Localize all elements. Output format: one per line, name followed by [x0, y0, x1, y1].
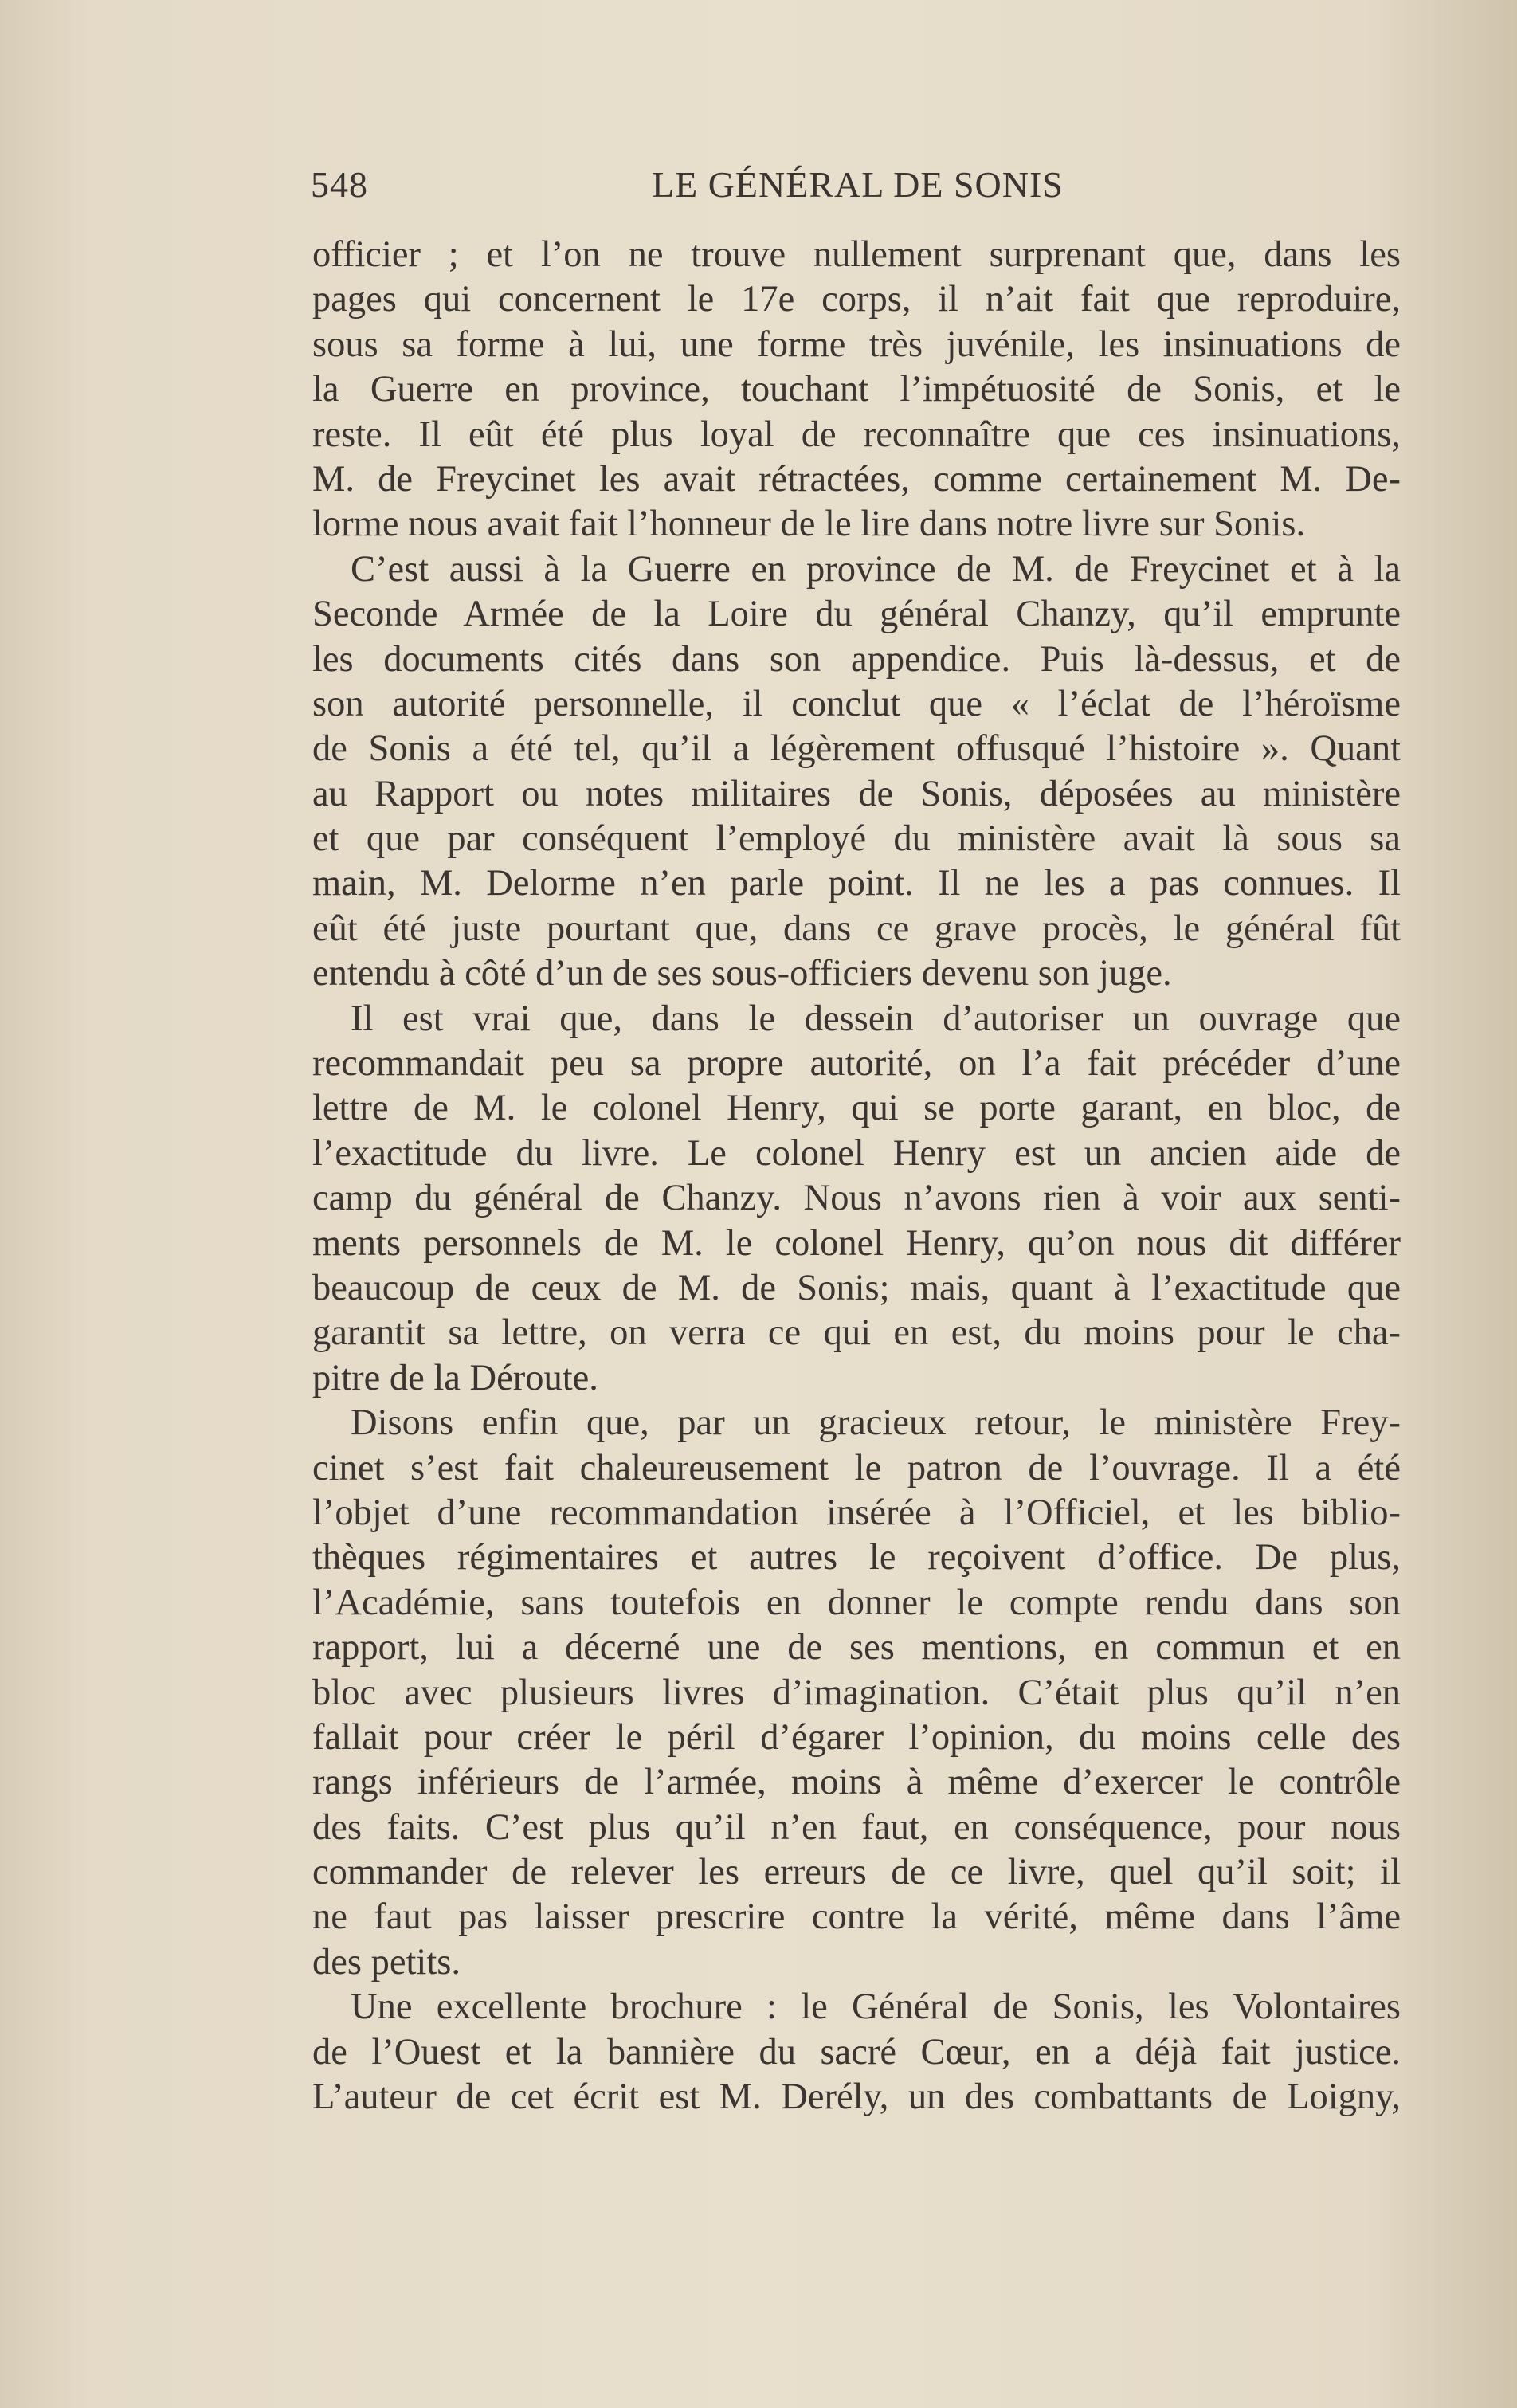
text-line: bloc avec plusieurs livres d’imagination. C’était plus qu’il n’en [312, 1672, 1401, 1713]
text-line: au Rapport ou notes militaires de Sonis, déposées au ministère [312, 773, 1401, 814]
body-text [312, 233, 1401, 2120]
text-line: cinet s’est fait chaleureusement le patron de l’ouvrage. Il a été [312, 1447, 1401, 1488]
text-line: entendu à côté d’un de ses sous-officiers devenu son juge. [312, 953, 1172, 994]
text-line: Disons enfin que, par un gracieux retour, le ministère Frey- [351, 1402, 1401, 1444]
text-line: des petits. [312, 1941, 461, 1982]
text-line: lettre de M. le colonel Henry, qui se porte garant, en bloc, de [312, 1088, 1401, 1129]
text-line: ne faut pas laisser prescrire contre la vérité, même dans l’âme [312, 1896, 1401, 1938]
text-line: M. de Freycinet les avait rétractées, comme certainement M. De- [312, 458, 1401, 500]
text-line: l’objet d’une recommandation insérée à l’Officiel, et les biblio- [312, 1492, 1401, 1533]
page-number: 548 [311, 164, 368, 205]
text-line: la Guerre en province, touchant l’impétuosité de Sonis, et le [312, 369, 1401, 410]
text-line: de l’Ouest et la bannière du sacré Cœur, en a déjà fait justice. [312, 2031, 1401, 2073]
running-title: LE GÉNÉRAL DE SONIS [652, 164, 1064, 205]
text-line: recommandait peu sa propre autorité, on l’a fait précéder d’une [312, 1043, 1401, 1084]
text-line: Une excellente brochure : le Général de Sonis, les Volontaires [351, 1986, 1401, 2028]
text-line: des faits. C’est plus qu’il n’en faut, en conséquence, pour nous [312, 1806, 1401, 1848]
text-line: garantit sa lettre, on verra ce qui en est, du moins pour le cha- [312, 1312, 1401, 1354]
text-line: et que par conséquent l’employé du ministère avait là sous sa [312, 818, 1401, 860]
text-line: l’Académie, sans toutefois en donner le compte rendu dans son [312, 1582, 1401, 1623]
text-line: Il est vrai que, dans le dessein d’autoriser un ouvrage que [351, 998, 1401, 1039]
text-line: L’auteur de cet écrit est M. Derély, un des combattants de Loigny, [312, 2077, 1401, 2118]
text-line: reste. Il eût été plus loyal de reconnaître que ces insinuations, [312, 414, 1401, 455]
text-line: l’exactitude du livre. Le colonel Henry est un ancien aide de [312, 1132, 1401, 1174]
text-line: commander de relever les erreurs de ce livre, quel qu’il soit; il [312, 1852, 1401, 1893]
text-line: pages qui concernent le 17e corps, il n’ait fait que reproduire, [312, 279, 1401, 320]
text-line: de Sonis a été tel, qu’il a légèrement offusqué l’histoire ». Quant [312, 728, 1401, 770]
text-line: lorme nous avait fait l’honneur de le lire dans notre livre sur Sonis. [312, 504, 1306, 545]
text-line: ments personnels de M. le colonel Henry, qu’on nous dit différer [312, 1222, 1401, 1264]
text-line: fallait pour créer le péril d’égarer l’opinion, du moins celle des [312, 1716, 1401, 1758]
text-line: thèques régimentaires et autres le reçoivent d’office. De plus, [312, 1537, 1401, 1579]
text-line: Seconde Armée de la Loire du général Chanzy, qu’il emprunte [312, 594, 1401, 635]
text-line: officier ; et l’on ne trouve nullement surprenant que, dans les [312, 234, 1401, 275]
text-line: rapport, lui a décerné une de ses mentions, en commun et en [312, 1627, 1401, 1669]
text-line: beaucoup de ceux de M. de Sonis; mais, quant à l’exactitude que [312, 1267, 1401, 1308]
text-line: rangs inférieurs de l’armée, moins à même d’exercer le contrôle [312, 1762, 1401, 1803]
running-header [311, 163, 1115, 211]
text-line: main, M. Delorme n’en parle point. Il ne les a pas connues. Il [312, 863, 1401, 904]
text-line: C’est aussi à la Guerre en province de M. de Freycinet et à la [351, 548, 1401, 590]
text-line: pitre de la Déroute. [312, 1357, 598, 1398]
text-line: camp du général de Chanzy. Nous n’avons rien à voir aux senti- [312, 1178, 1401, 1219]
text-line: son autorité personnelle, il conclut que « l’éclat de l’héroïsme [312, 683, 1401, 724]
text-line: les documents cités dans son appendice. Puis là-dessus, et de [312, 638, 1401, 680]
text-line: eût été juste pourtant que, dans ce grave procès, le général fût [312, 908, 1401, 949]
text-line: sous sa forme à lui, une forme très juvénile, les insinuations de [312, 324, 1401, 365]
